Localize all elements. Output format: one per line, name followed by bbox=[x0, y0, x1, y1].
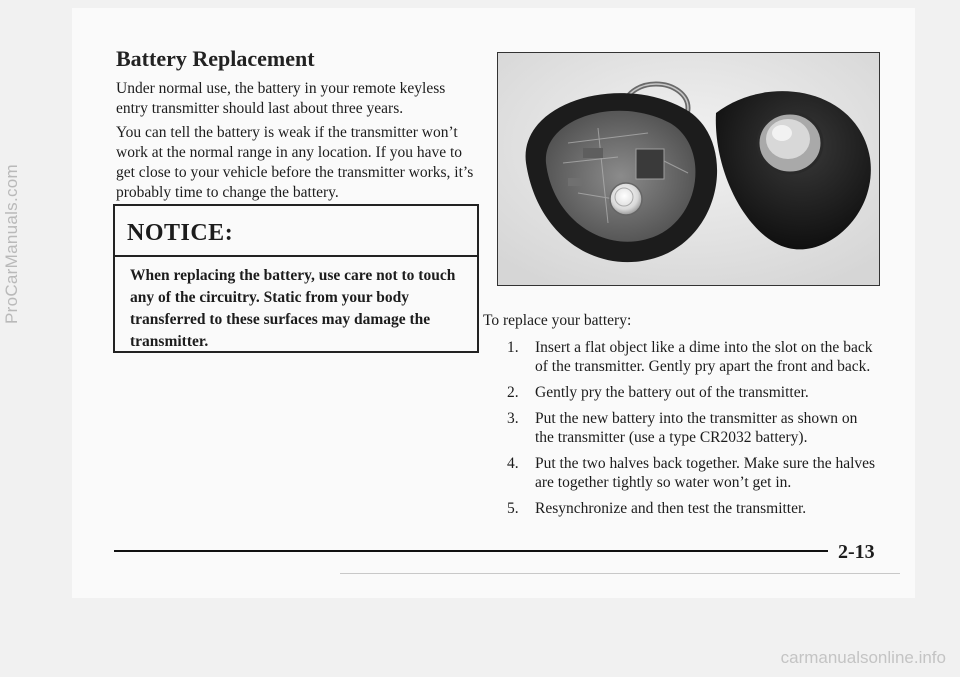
page-number: 2-13 bbox=[838, 541, 875, 563]
side-watermark bbox=[0, 94, 24, 394]
step-text: Insert a flat object like a dime into the slot on the back of the transmitter. Gently pry apart the front and back. bbox=[535, 339, 873, 375]
step-text: Put the new battery into the transmitter as shown on the transmitter (use a type CR2032 battery). bbox=[535, 410, 858, 446]
notice-box bbox=[113, 204, 479, 353]
notice-title: NOTICE: bbox=[127, 220, 234, 246]
step-number: 3. bbox=[507, 410, 519, 427]
steps-list bbox=[509, 338, 879, 525]
section-title: Battery Replacement bbox=[116, 46, 315, 71]
step-text: Gently pry the battery out of the transmitter. bbox=[535, 384, 809, 401]
paragraph-battery-life: Under normal use, the battery in your remote keyless entry transmitter should last about three years. bbox=[116, 80, 446, 117]
paragraph-battery-weak: You can tell the battery is weak if the transmitter won’t work at the normal range in any location. If you have to get close to your vehicle before the transmitter works, it’s probably time to change the battery. bbox=[116, 124, 474, 201]
step-text: Resynchronize and then test the transmitter. bbox=[535, 500, 807, 517]
bottom-watermark[interactable]: carmanualsonline.info bbox=[780, 648, 946, 667]
list-item bbox=[509, 338, 879, 376]
side-watermark-text: ProCarManuals.com bbox=[2, 163, 22, 325]
step-number: 4. bbox=[507, 455, 519, 472]
list-item bbox=[509, 499, 879, 518]
step-number: 5. bbox=[507, 500, 519, 517]
keyless-transmitter-open-photo bbox=[497, 52, 880, 286]
step-number: 2. bbox=[507, 384, 519, 401]
list-item bbox=[509, 454, 879, 492]
footer-rule bbox=[114, 550, 828, 552]
list-item bbox=[509, 409, 879, 447]
instructions-intro: To replace your battery: bbox=[483, 312, 632, 329]
notice-divider bbox=[115, 255, 477, 257]
step-text: Put the two halves back together. Make sure the halves are together tightly so water won’t get in. bbox=[535, 455, 876, 491]
footer-rule-light bbox=[340, 573, 900, 574]
notice-body: When replacing the battery, use care not to touch any of the circuitry. Static from your body transferred to these surfaces may damage the transmitter. bbox=[130, 267, 456, 350]
list-item bbox=[509, 383, 879, 402]
transmitter-photo-illustration bbox=[498, 53, 879, 285]
step-number: 1. bbox=[507, 339, 519, 356]
